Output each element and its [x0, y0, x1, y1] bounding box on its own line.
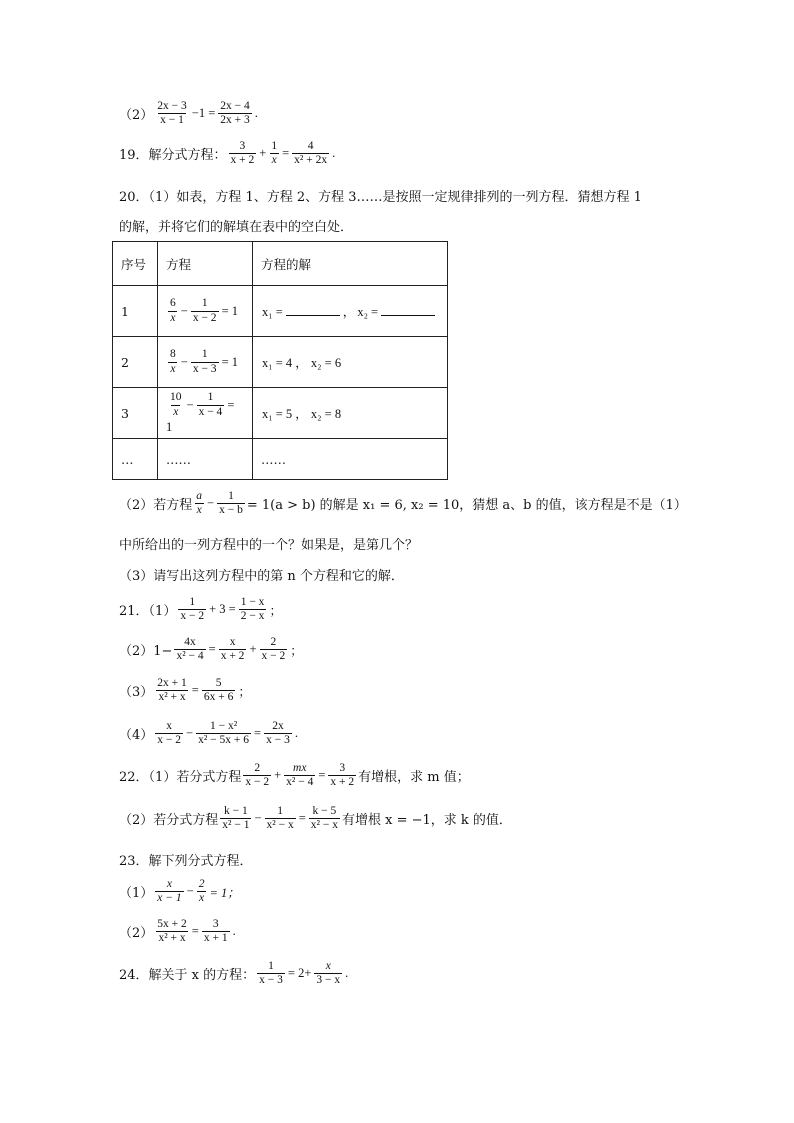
- table-header: 序号: [113, 242, 158, 286]
- table-row: [113, 286, 448, 337]
- fraction: $\frac{3}{x + 2}$: [230, 140, 255, 167]
- fraction: $\frac{2x - 3}{x - 1}$: [157, 100, 187, 127]
- q22-part2: （2）若分式方程 $\frac{k - 1}{\text{x² − 1}}$ − $\frac{1}{\text{x² − x}}$ = $\frac{k - 5}{\text{x² − x}}$ 有增根 x = −1，求 k 的值．: [119, 805, 512, 832]
- q21-part3: （3） $\frac{2x + 1}{\text{x² + x}}$ = $\frac{5}{6x + 6}$ ；: [119, 677, 251, 704]
- table-row: [113, 337, 448, 388]
- fraction: $\frac{2x - 4}{2x + 3}$: [220, 100, 250, 127]
- q20-line2: 的解，并将它们的解填在表中的空白处．: [119, 220, 354, 235]
- q21-part2: （2）1− $\frac{4x}{\text{x² − 4}}$ = $\frac{x}{x + 2}$ + $\frac{2}{x - 2}$ ；: [119, 636, 303, 663]
- table-header: 方程的解: [253, 242, 448, 286]
- q20-part2: （2）若方程 $\frac{a}{x}$ − $\frac{1}{x - b}$ = 1(a > b) 的解是 x₁ = 6, x₂ = 10，猜想 a、b 的值，该方程是不是（1）: [119, 490, 687, 517]
- fraction: $\frac{1}{x}$: [271, 140, 278, 167]
- row-number: 1: [113, 286, 158, 337]
- row-number: 3: [113, 388, 158, 439]
- table-row: … …… ……: [113, 439, 448, 480]
- question-24: 24．解关于 x 的方程： $\frac{1}{x - 3}$ = 2+ $\frac{x}{3 - x}$ .: [119, 960, 349, 987]
- q20-line1: 20．（1）如表，方程 1、方程 2、方程 3……是按照一定规律排列的一列方程．猜想方程 1: [119, 190, 642, 205]
- q21-part1: 21．（1） $\frac{1}{x - 2}$ + 3 = $\frac{1 - x}{2 - x}$ ；: [119, 596, 282, 623]
- solution-cell: x₁ = ， x₂ =: [253, 286, 448, 337]
- answer-blank[interactable]: [286, 303, 340, 316]
- answer-blank[interactable]: [381, 303, 435, 316]
- q18-part2: （2） $\frac{2x - 3}{x - 1}$ −1 = $\frac{2x - 4}{2x + 3}$ .: [119, 100, 258, 127]
- q23-part2: （2） $\frac{5x + 2}{\text{x² + x}}$ = $\frac{3}{x + 1}$ .: [119, 918, 236, 945]
- q20-part3: （3）请写出这列方程中的第 n 个方程和它的解．: [119, 569, 404, 584]
- q18-part2-label: （2）: [119, 108, 154, 124]
- q23-title: 23．解下列分式方程．: [119, 854, 253, 869]
- solution-cell: x₁ = 5 ， x₂ = 8: [253, 388, 448, 439]
- question-19: 19．解分式方程： $\frac{3}{x + 2}$ + $\frac{1}{x}$ = $\frac{4}{\text{x² + 2x}}$ .: [119, 140, 336, 167]
- equation-cell: $\frac{6}{x}$ − $\frac{1}{x - 2}$ = 1: [158, 286, 253, 337]
- equation-cell: $\frac{10}{x}$ − $\frac{1}{x - 4}$ = 1: [158, 388, 253, 439]
- q22-part1: 22．（1）若分式方程 $\frac{2}{x - 2}$ + $\frac{mx}{\text{x² − 4}}$ = $\frac{3}{x + 2}$ 有增根，求 m 值；: [119, 762, 470, 789]
- row-number: 2: [113, 337, 158, 388]
- table-row: [113, 388, 448, 439]
- q19-text: 19．解分式方程：: [119, 148, 227, 164]
- q21-part4: （4） $\frac{x}{x - 2}$ − $\frac{\text{1 − x²}}{\text{x² − 5x + 6}}$ = $\frac{2x}{x - 3}$ .: [119, 720, 298, 747]
- table-header: 方程: [158, 242, 253, 286]
- equation-cell: $\frac{8}{x}$ − $\frac{1}{x - 3}$ = 1: [158, 337, 253, 388]
- q23-part1: （1） $\frac{x}{x - 1}$ − $\frac{2}{x}$ = 1；: [119, 878, 240, 905]
- solution-table: [112, 241, 448, 480]
- fraction: $\frac{4}{\text{x² + 2x}}$: [294, 140, 328, 167]
- solution-cell: x₁ = 4 ， x₂ = 6: [253, 337, 448, 388]
- q20-part2-cont: 中所给出的一列方程中的一个？如果是，是第几个？: [119, 538, 419, 553]
- table-header-row: [113, 242, 448, 286]
